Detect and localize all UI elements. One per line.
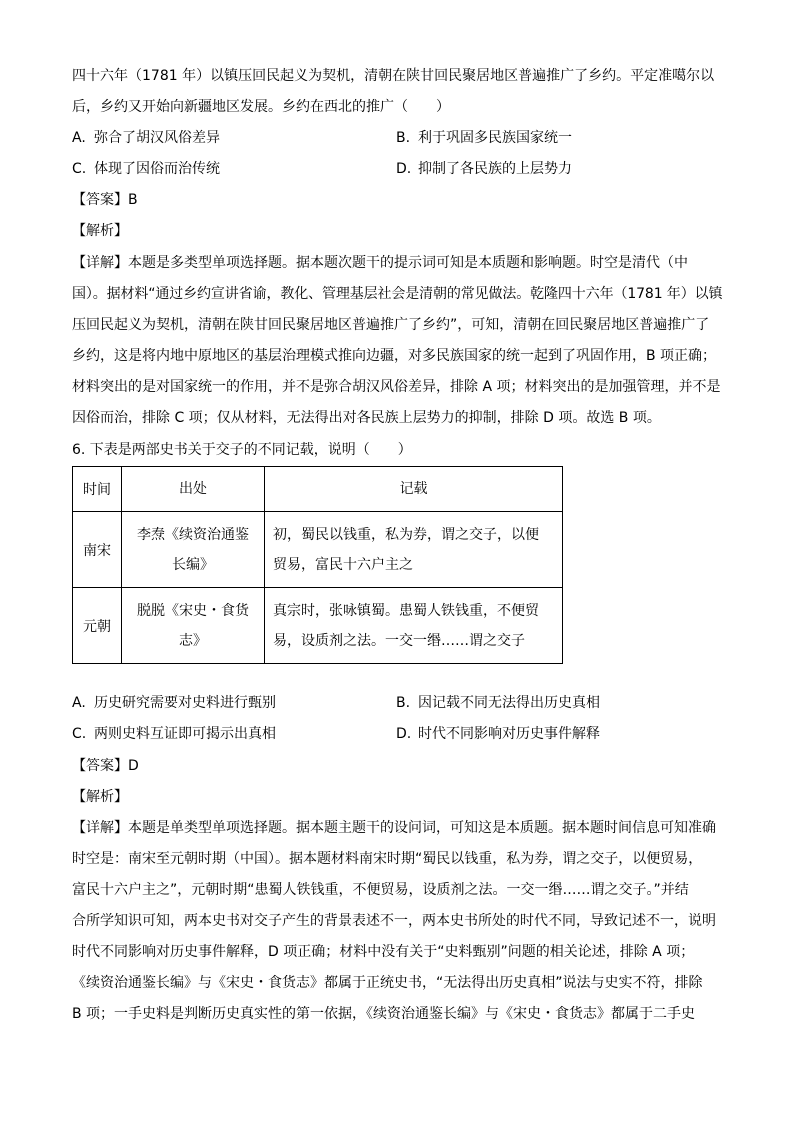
source-line: 脱脱《宋史・食货 [137,602,249,619]
q5-option-d [396,159,572,179]
option-text: 时代不同影响对历史事件解释 [418,726,600,742]
q6-stem: 6. 下表是两部史书关于交子的不同记载，说明（ ） [72,442,412,458]
q6-detail-line: 【详解】本题是单类型单项选择题。据本题主题干的设问词，可知这是本质题。据本题时间信息可知准确 [72,820,716,836]
record-line: 初，蜀民以钱重，私为券，谓之交子，以便 [273,526,539,543]
cell-record [265,588,563,664]
record-line: 易，设质剂之法。一交一缗……谓之交子 [273,632,525,649]
q5-answer: 【答案】B [72,192,138,208]
q6-detail-line: 富民十六户主之”，元朝时期“患蜀人铁钱重，不便贸易，设质剂之法。一交一缗……谓之交子。”并结 [72,882,689,898]
q6-detail-line: B 项；一手史料是判断历史真实性的第一依据，《续资治通鉴长编》与《宋史・食货志》都属于二手史 [72,1006,696,1022]
cell-source [122,512,265,588]
q6-detail-line: 时代不同影响对历史事件解释，D 项正确；材料中没有关于“史料甄别”问题的相关论述，排除 A 项； [72,944,695,960]
q5-detail-line: 材料突出的是对国家统一的作用，并不是弥合胡汉风俗差异，排除 A 项；材料突出的是加强管理，并不是 [72,379,721,395]
source-line: 李焘《续资治通鉴 [137,526,249,543]
source-line: 志》 [179,632,207,649]
q6-detail-line: 时空是：南宋至元朝时期（中国）。据本题材料南宋时期“蜀民以钱重，私为券，谓之交子，以便贸易， [72,851,703,867]
option-text: 抑制了各民族的上层势力 [418,161,572,177]
table-header-row [73,467,563,512]
option-text: 两则史料互证即可揭示出真相 [94,726,276,742]
option-text: 体现了因俗而治传统 [94,161,220,177]
option-letter: D. [396,161,412,177]
q6-analysis-title: 【解析】 [72,789,128,805]
option-letter: B. [396,695,411,711]
q5-detail-line: 因俗而治，排除 C 项；仅从材料，无法得出对各民族上层势力的抑制，排除 D 项。故选 B 项。 [72,410,661,426]
q6-answer: 【答案】D [72,758,139,774]
q6-detail-line: 《续资治通鉴长编》与《宋史・食货志》都属于正统史书，“无法得出历史真相”说法与史实不符，排除 [72,975,703,991]
q5-stem-line: 后，乡约又开始向新疆地区发展。乡约在西北的推广（ ） [72,99,450,115]
option-text: 因记载不同无法得出历史真相 [418,695,600,711]
option-letter: C. [72,161,87,177]
header-time: 时间 [73,467,122,512]
option-text: 历史研究需要对史料进行甄别 [94,695,276,711]
source-line: 长编》 [172,556,214,573]
q5-detail-line: 乡约，这是将内地中原地区的基层治理模式推向边疆，对多民族国家的统一起到了巩固作用，B 项正确； [72,348,717,364]
header-record: 记载 [265,467,563,512]
q5-analysis-title: 【解析】 [72,223,128,239]
option-text: 弥合了胡汉风俗差异 [94,130,220,146]
option-letter: A. [72,695,86,711]
cell-time: 元朝 [73,588,122,664]
option-letter: B. [396,130,411,146]
q5-option-c [72,159,220,179]
record-line: 真宗时，张咏镇蜀。患蜀人铁钱重，不便贸 [273,602,539,619]
cell-time: 南宋 [73,512,122,588]
q6-option-c [72,724,276,744]
q5-detail-line: 【详解】本题是多类型单项选择题。据本题次题干的提示词可知是本质题和影响题。时空是清代（中 [72,255,688,271]
q6-option-b [396,693,600,713]
table-row [73,512,563,588]
option-letter: C. [72,726,87,742]
q5-option-a [72,128,220,148]
q6-detail-line: 合所学知识可知，两本史书对交子产生的背景表述不一，两本史书所处的时代不同，导致记述不一，说明 [72,913,716,929]
table-row [73,588,563,664]
record-line: 贸易，富民十六户主之 [273,556,413,573]
q5-stem-line: 四十六年（1781 年）以镇压回民起义为契机，清朝在陕甘回民聚居地区普遍推广了乡约。平定准噶尔以 [72,68,715,84]
option-text: 利于巩固多民族国家统一 [418,130,572,146]
q6-option-d [396,724,600,744]
q5-option-b [396,128,572,148]
header-source: 出处 [122,467,265,512]
q6-record-table [72,466,563,664]
q6-option-a [72,693,276,713]
cell-record [265,512,563,588]
cell-source [122,588,265,664]
option-letter: A. [72,130,86,146]
q5-detail-line: 国）。据材料“通过乡约宣讲省谕，教化、管理基层社会是清朝的常见做法。乾隆四十六年（1781 年）以镇 [72,286,723,302]
q5-detail-line: 压回民起义为契机，清朝在陕甘回民聚居地区普遍推广了乡约”，可知，清朝在回民聚居地区普遍推广了 [72,317,710,333]
option-letter: D. [396,726,412,742]
